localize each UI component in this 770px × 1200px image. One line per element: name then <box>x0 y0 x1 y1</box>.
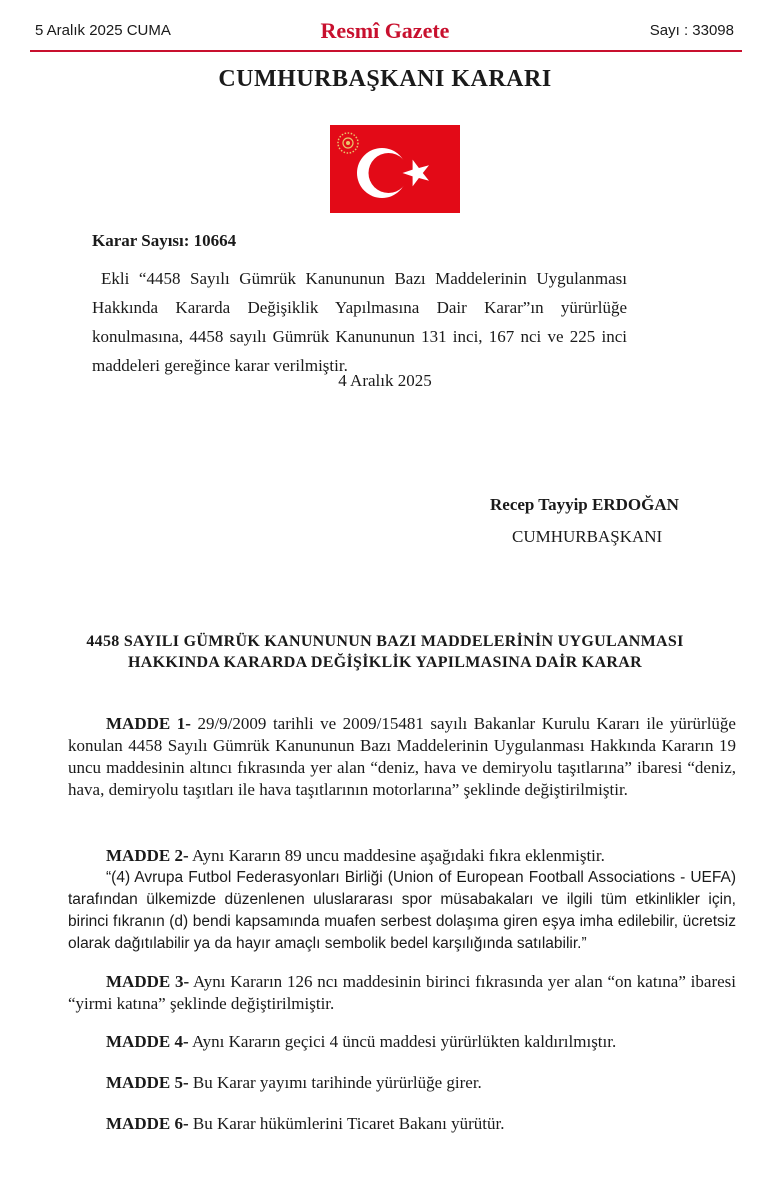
article-label: MADDE 5- <box>106 1073 189 1092</box>
signer-title: CUMHURBAŞKANI <box>512 527 663 546</box>
annex-title: 4458 SAYILI GÜMRÜK KANUNUNUN BAZI MADDELERİNİN UYGULANMASI HAKKINDA KARARDA DEĞİŞİKLİK YAPILMASINA DAİR KARAR <box>86 633 684 671</box>
article-1 <box>68 713 736 801</box>
document-title: CUMHURBAŞKANI KARARI <box>218 66 552 92</box>
article-5 <box>68 1072 736 1094</box>
article-label: MADDE 3- <box>106 972 190 991</box>
gazette-header <box>0 18 770 48</box>
header-divider <box>30 50 742 52</box>
article-text: Aynı Kararın 89 uncu maddesine aşağıdaki fıkra eklenmiştir. <box>188 846 605 865</box>
intro-paragraph: Ekli “4458 Sayılı Gümrük Kanununun Bazı Maddelerinin Uygulanması Hakkında Kararda Değişiklik Yapılmasına Dair Karar”ın yürürlüğe konulmasına, 4458 sayılı Gümrük Kanununun 131 inci, 167 nci ve 225 inci maddeleri gereğince karar verilmiştir. <box>92 269 627 375</box>
article-text: Aynı Kararın geçici 4 üncü maddesi yürürlükten kaldırılmıştır. <box>188 1032 617 1051</box>
header-date: 5 Aralık 2025 CUMA <box>35 22 171 39</box>
article-label: MADDE 4- <box>106 1032 189 1051</box>
article-text: 29/9/2009 tarihli ve 2009/15481 sayılı Bakanlar Kurulu Kararı ile yürürlüğe konulan 4458 Sayılı Gümrük Kanununun Bazı Maddelerinin Uygulanması Hakkında Kararın 19 uncu maddesinin altıncı fıkrasında yer alan “deniz, hava ve demiryolu taşıtlarına” ibaresi “deniz, hava, demiryolu taşıtları ile hava taşıtlarının motorlarına” şeklinde değiştirilmiştir. <box>68 714 736 799</box>
article-label: MADDE 2- <box>106 846 189 865</box>
article-label: MADDE 6- <box>106 1114 189 1133</box>
gazette-brand: Resmî Gazete <box>320 18 450 43</box>
article-2 <box>68 845 736 867</box>
article-label: MADDE 1- <box>106 714 191 733</box>
signer-name: Recep Tayyip ERDOĞAN <box>490 495 679 514</box>
turkish-flag-icon <box>330 125 460 213</box>
article-3 <box>68 971 736 1015</box>
article-6 <box>68 1113 736 1135</box>
article-text: Aynı Kararın 126 ncı maddesinin birinci fıkrasında yer alan “on katına” ibaresi “yirmi katına” şeklinde değiştirilmiştir. <box>68 972 736 1013</box>
article-4 <box>68 1031 736 1053</box>
article-2-quote: “(4) Avrupa Futbol Federasyonları Birliği (Union of European Football Associations - UEFA) tarafından ülkemizde düzenlenen uluslararası spor müsabakaları ve ilgili tüm etkinlikler için, birinci fıkranın (d) bendi kapsamında muafen serbest dolaşıma giren eşya imha edilebilir, ücretsiz olarak dağıtılabilir ya da hayır amaçlı sembolik bedel karşılığında satılabilir.” <box>68 869 736 952</box>
decision-number: Karar Sayısı: 10664 <box>92 231 237 250</box>
article-text: Bu Karar hükümlerini Ticaret Bakanı yürütür. <box>188 1114 505 1133</box>
issue-number: Sayı : 33098 <box>649 22 734 39</box>
decision-date: 4 Aralık 2025 <box>338 371 432 390</box>
article-text: Bu Karar yayımı tarihinde yürürlüğe girer. <box>188 1073 482 1092</box>
